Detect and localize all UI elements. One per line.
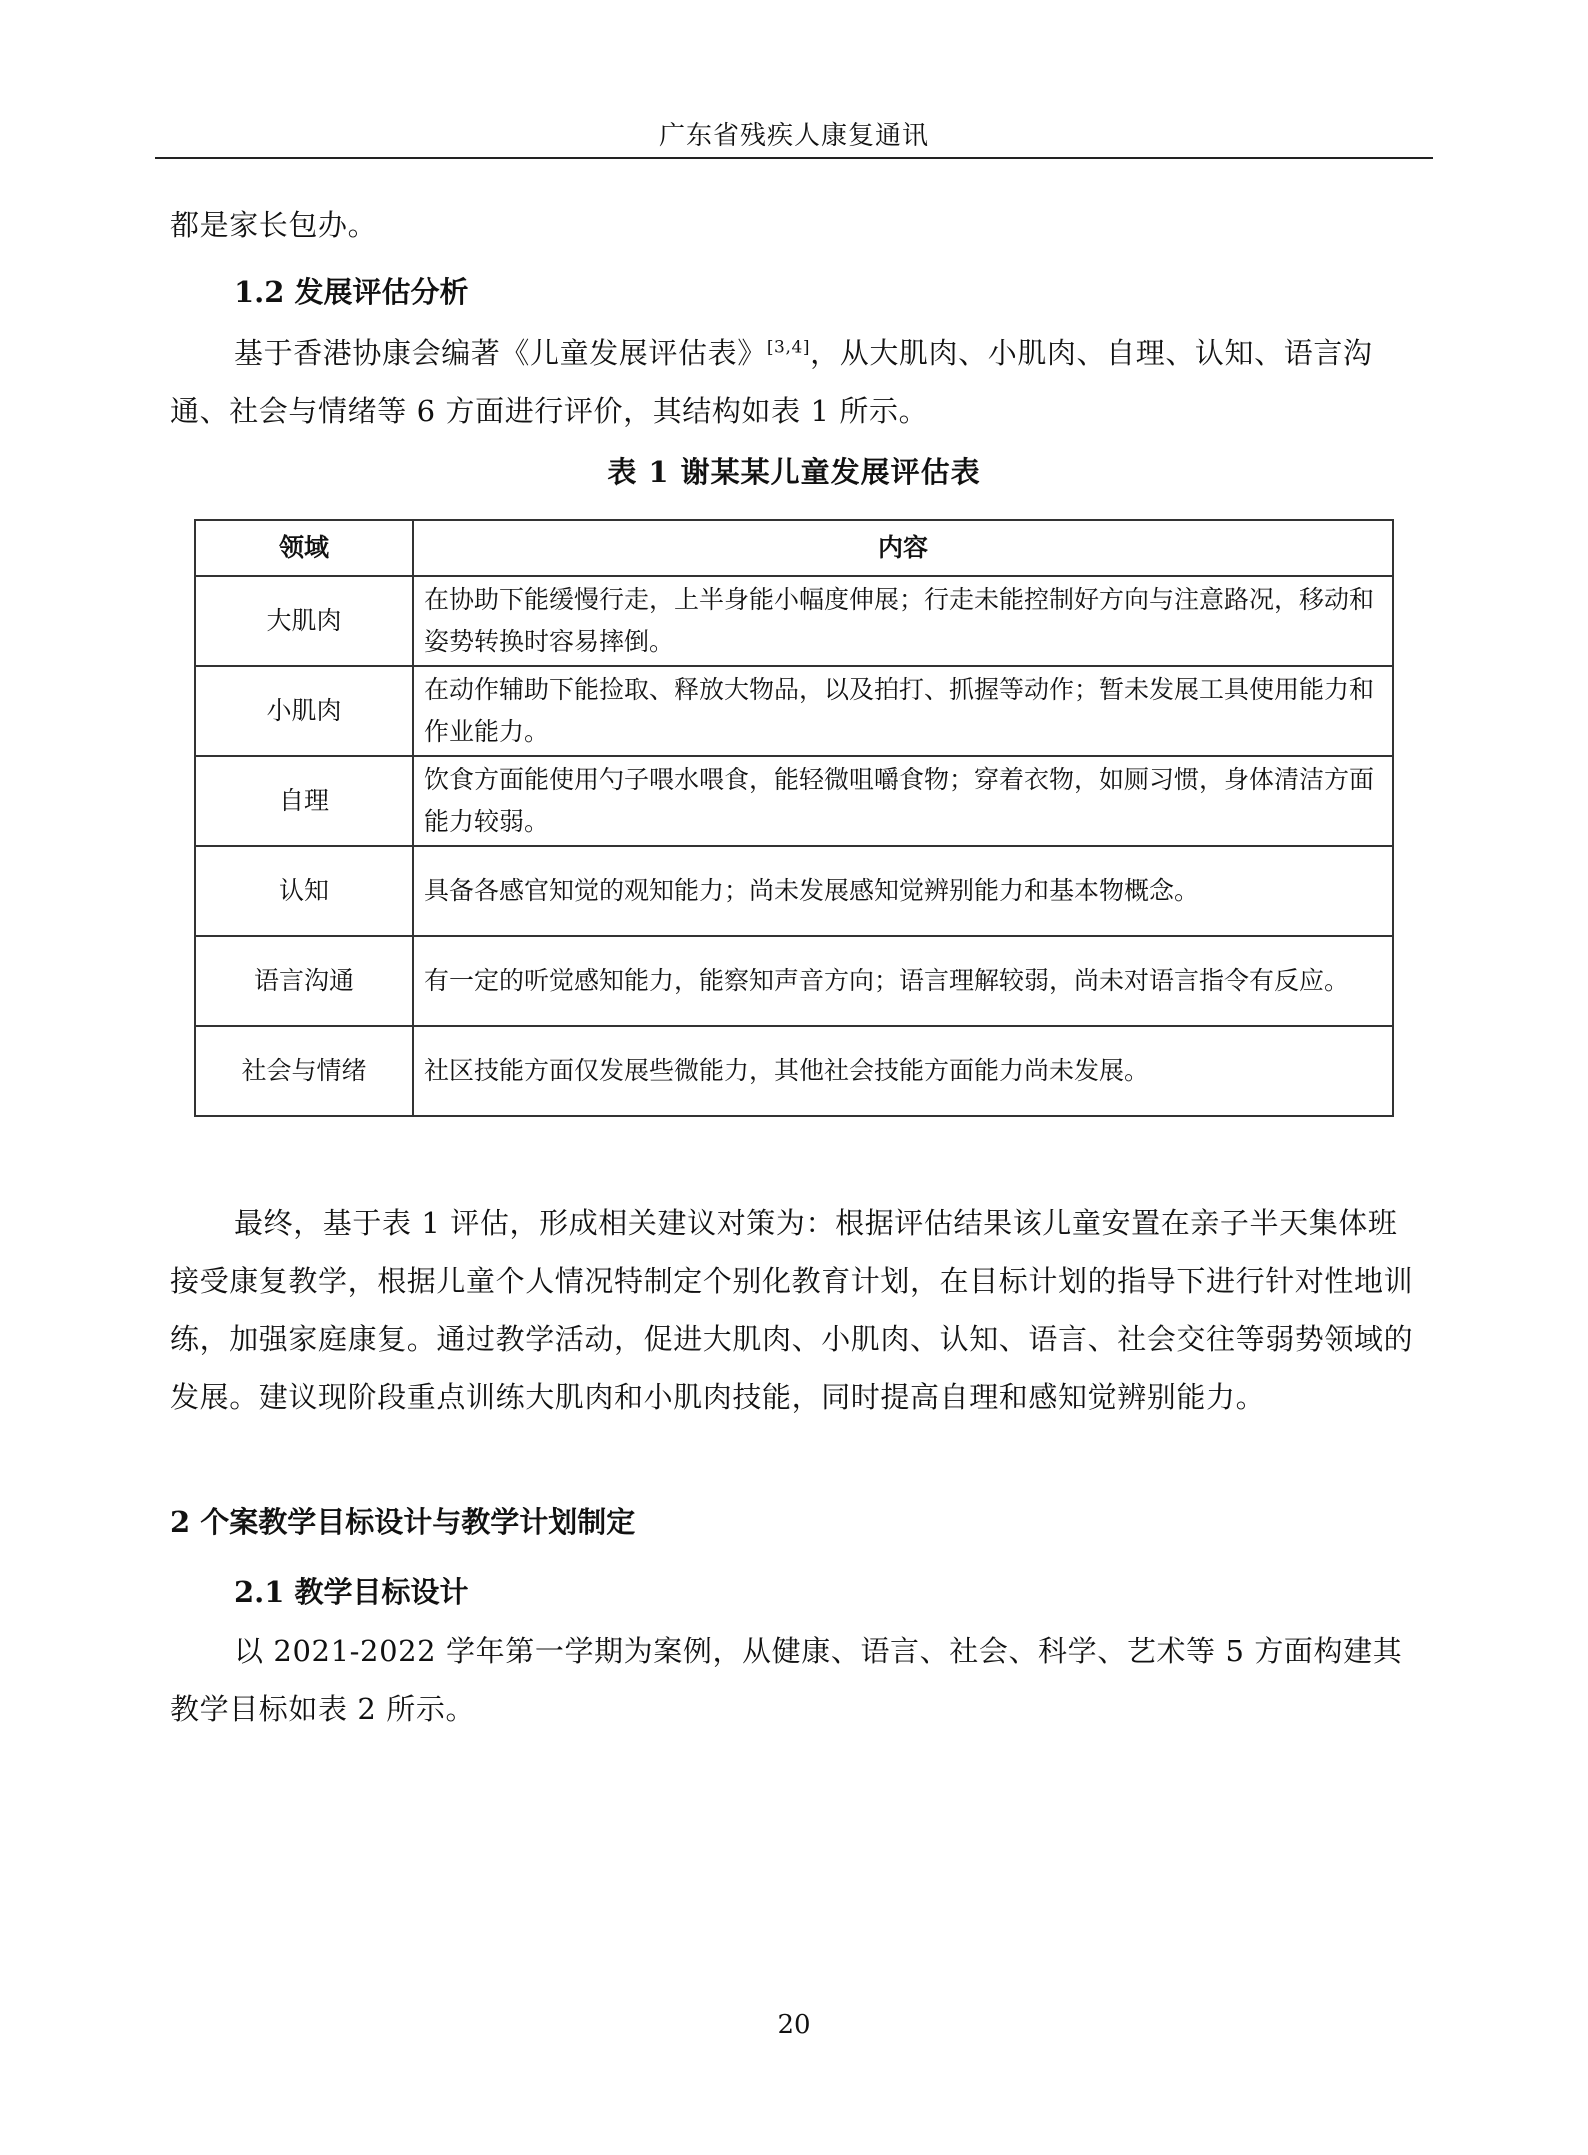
- running-header: 广东省残疾人康复通讯: [658, 121, 929, 151]
- table-caption: 表 1 谢某某儿童发展评估表: [607, 455, 981, 489]
- section-heading-1-2: 1.2 发展评估分析: [234, 275, 469, 309]
- domain-cell: 大肌肉: [195, 576, 413, 666]
- paragraph-assessment-intro: [170, 324, 1418, 440]
- domain-cell: 语言沟通: [195, 936, 413, 1026]
- domain-cell: 社会与情绪: [195, 1026, 413, 1116]
- content-cell: 在协助下能缓慢行走，上半身能小幅度伸展；行走未能控制好方向与注意路况，移动和姿势转换时容易摔倒。: [413, 576, 1393, 666]
- column-header-domain: 领域: [195, 520, 413, 576]
- page-number: 20: [777, 2010, 811, 2040]
- table-row: [195, 576, 1393, 666]
- table-row: [195, 1026, 1393, 1116]
- domain-cell: 自理: [195, 756, 413, 846]
- section-heading-2: 2 个案教学目标设计与教学计划制定: [170, 1505, 636, 1539]
- paragraph-continued: 都是家长包办。: [170, 208, 378, 242]
- table-header-row: [195, 520, 1393, 576]
- paragraph-text: ，从大肌肉、小肌肉、自理、认知、语言沟通、社会与情绪等 6 方面进行评价，其结构如表 1 所示。: [170, 336, 1373, 428]
- content-cell: 饮食方面能使用勺子喂水喂食，能轻微咀嚼食物；穿着衣物，如厕习惯，身体清洁方面能力较弱。: [413, 756, 1393, 846]
- column-header-content: 内容: [413, 520, 1393, 576]
- assessment-table: [194, 519, 1394, 1117]
- table-row: [195, 666, 1393, 756]
- header-rule: [155, 157, 1433, 159]
- content-cell: 社区技能方面仅发展些微能力，其他社会技能方面能力尚未发展。: [413, 1026, 1393, 1116]
- content-cell: 在动作辅助下能捡取、释放大物品，以及拍打、抓握等动作；暂未发展工具使用能力和作业能力。: [413, 666, 1393, 756]
- table-row: [195, 936, 1393, 1026]
- content-cell: 有一定的听觉感知能力，能察知声音方向；语言理解较弱，尚未对语言指令有反应。: [413, 936, 1393, 1026]
- domain-cell: 小肌肉: [195, 666, 413, 756]
- paragraph-recommendations: 最终，基于表 1 评估，形成相关建议对策为：根据评估结果该儿童安置在亲子半天集体班接受康复教学，根据儿童个人情况特制定个别化教育计划，在目标计划的指导下进行针对性地训练，加强家庭康复。通过教学活动，促进大肌肉、小肌肉、认知、语言、社会交往等弱势领域的发展。建议现阶段重点训练大肌肉和小肌肉技能，同时提高自理和感知觉辨别能力。: [170, 1206, 1414, 1414]
- content-cell: 具备各感官知觉的观知能力；尚未发展感知觉辨别能力和基本物概念。: [413, 846, 1393, 936]
- paragraph-text: 基于香港协康会编著《儿童发展评估表》: [234, 336, 767, 370]
- domain-cell: 认知: [195, 846, 413, 936]
- table-row: [195, 846, 1393, 936]
- section-heading-2-1: 2.1 教学目标设计: [234, 1575, 469, 1609]
- paragraph-teaching-goals: 以 2021-2022 学年第一学期为案例，从健康、语言、社会、科学、艺术等 5 方面构建其教学目标如表 2 所示。: [170, 1634, 1403, 1726]
- table-row: [195, 756, 1393, 846]
- citation-superscript: [3,4]: [766, 337, 811, 358]
